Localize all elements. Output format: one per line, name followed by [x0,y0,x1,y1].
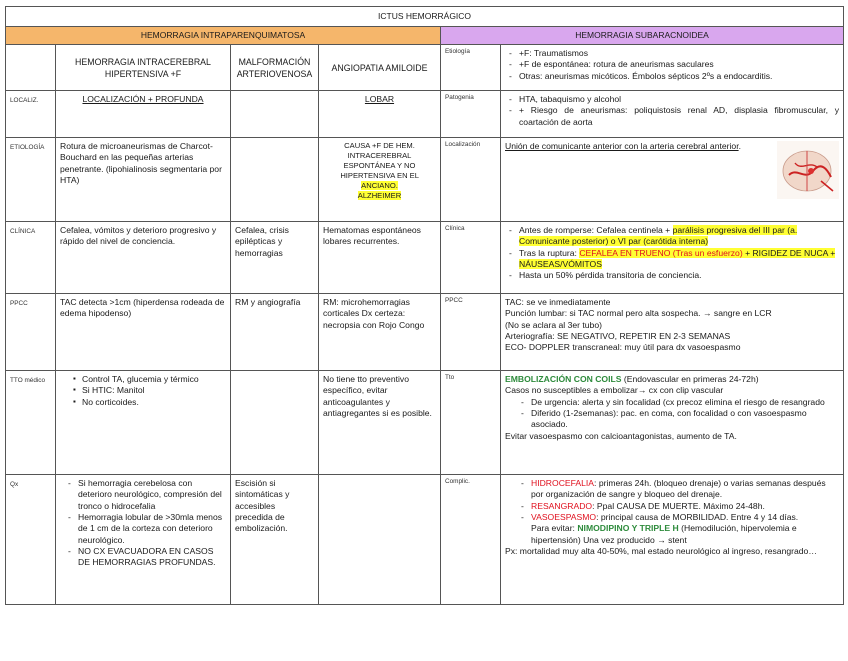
highlight-alzheimer: ALZHEIMER [357,191,402,201]
list-item: - Hemorragia lobular de >30mla menos de 1 cm de la corteza con deterioro neurológico. [78,512,226,546]
highlight-rigidez: + RIGIDEZ DE NUCA + NÁUSEAS/VÓMITOS [519,247,836,270]
localiz-hic-text: LOCALIZACIÓN + PROFUNDA [82,94,204,104]
list-item: ▪ Control TA, glucemia y térmico [82,374,226,385]
list-item [519,225,839,248]
ppcc-amiloide: RM: microhemorragias corticales Dx certeza: necropsia con Rojo Congo [319,294,441,371]
hsa-patogenia-label: Patogenia [441,91,501,138]
hsa-etiologia [501,45,844,91]
list-item [519,248,839,271]
hsa-clinica-label: Clínica [441,222,501,294]
hsa-complic [501,475,844,605]
hsa-localizacion-text: Unión de comunicante anterior con la arteria cerebral anterior [505,141,739,151]
localiz-label: LOCALIZ. [6,91,56,138]
list-item [531,478,839,501]
ppcc-mav: RM y angiografía [231,294,319,371]
tto-amiloide: No tiene tto preventivo específico, evitar anticoagulantes y antiagregantes si es posible. [319,371,441,475]
tto-line: Evitar vasoespasmo con calcioantagonistas, aumento de TA. [505,430,737,441]
list-item: ▪ No corticoides. [82,397,226,408]
qx-label: Qx [6,475,56,605]
clinica-label: CLÍNICA [6,222,56,294]
red-resangrado: RESANGRADO [531,500,593,511]
tto-line [505,374,839,385]
hsa-tto-label: Tto [441,371,501,475]
list-item: - Diferido (1-2semanas): pac. en coma, con focalidad o con vasoespasmo asociado. [531,408,839,431]
tto-mav [231,371,319,475]
localiz-mav [231,91,319,138]
hidrocefalia-text: : primeras 24h. (bloqueo drenaje) o varias semanas después por organización de sangre y bloqueo del drenaje. [531,478,826,500]
list-item: - + Riesgo de aneurismas: poliquistosis renal AD, displasia fibromuscular, y coartación de aorta [519,105,839,128]
page-title: ICTUS HEMORRÁGICO [6,7,844,27]
colhead-mav: MALFORMACIÓN ARTERIOVENOSA [231,45,319,91]
list-item: - +F: Traumatismos [519,48,839,59]
hsa-localizacion-label: Localización [441,138,501,222]
green-nimodipino: NIMODIPINO Y TRIPLE H [577,523,679,534]
hsa-ppcc [501,294,844,371]
tto-label: TTO médico [6,371,56,475]
list-item: ▪ Si HTIC: Manitol [82,385,226,396]
hsa-patogenia [501,91,844,138]
list-item [531,512,839,546]
hsa-etiologia-label: Etiología [441,45,501,91]
etiologia-hic: Rotura de microaneurismas de Charcot-Bouchard en las pequeñas arterias penetrante. (lipohialinosis segmentaria por HTA) [56,138,231,222]
qx-amiloide [319,475,441,605]
list-item: - De urgencia: alerta y sin focalidad (cx precoz elimina el riesgo de resangrado [531,397,839,408]
qx-hic [56,475,231,605]
ppcc-line: ECO- DOPPLER transcraneal: muy útil para dx vasoespasmo [505,342,741,353]
green-embolizacion: EMBOLIZACIÓN CON COILS [505,374,622,384]
highlight-paralisis: parálisis progresiva del III par (a. Comunicante posterior) o VI par (carótida interna) [519,225,798,247]
ppcc-label: PPCC [6,294,56,371]
clinica-amiloide: Hematomas espontáneos lobares recurrentes. [319,222,441,294]
list-item [531,501,839,512]
clinica-mav: Cefalea, crisis epilépticas y hemorragias [231,222,319,294]
list-item: - Otras: aneurismas micóticos. Émbolos sépticos 2ºs a endocarditis. [519,71,839,82]
tto-endovascular: (Endovascular en primeras 24-72h) [621,374,759,384]
clinica-a-text: Antes de romperse: Cefalea centinela + [519,225,673,235]
header-subaracnoidea: HEMORRAGIA SUBARACNOIDEA [441,27,844,45]
clinica-hic: Cefalea, vómitos y deterioro progresivo y rápido del nivel de conciencia. [56,222,231,294]
localiz-amiloide-text: LOBAR [364,94,395,104]
vasoespasmo-text: : principal causa de MORBILIDAD. Entre 4 y 14 días. [596,512,799,523]
colhead-amiloide: ANGIOPATIA AMILOIDE [319,45,441,91]
hsa-tto [501,371,844,475]
ppcc-line: Arteriografía: SE NEGATIVO, REPETIR EN 2-3 SEMANAS [505,331,731,342]
colhead-hic: HEMORRAGIA INTRACEREBRAL HIPERTENSIVA +F [56,45,231,91]
etiologia-mav [231,138,319,222]
ppcc-line: Punción lumbar: si TAC normal pero alta sospecha. → sangre en LCR [505,308,772,319]
etiologia-amiloide-text: CAUSA +F DE HEM. INTRACEREBRAL ESPONTÁNEA Y NO HIPERTENSIVA EN EL [340,141,419,181]
etiologia-label: ETIOLOGÍA [6,138,56,222]
tto-hic [56,371,231,475]
vasoespasmo-evitar: Para evitar: [531,523,578,534]
etiologia-amiloide [319,138,441,222]
highlight-cefalea-trueno: CEFALEA EN TRUENO (Tras un esfuerzo) [579,247,743,258]
list-item: - Hasta un 50% pérdida transitoria de conciencia. [519,270,839,281]
list-item: - Si hemorragia cerebelosa con deterioro neurológico, compresión del tronco o hidrocefalia [78,478,226,512]
resangrado-text: : Ppal CAUSA DE MUERTE. Máximo 24-48h. [592,500,765,511]
list-item: - +F de espontánea: rotura de aneurismas saculares [519,59,839,70]
clinica-b-text: Tras la ruptura: [519,247,580,258]
qx-mav: Escisión si sintomáticas y accesibles precedida de embolización. [231,475,319,605]
vasoespasmo-tail: (Hemodilución, hipervolemia e hipertensión) Una vez producido → stent [531,523,797,545]
tto-line: Casos no susceptibles a embolizar→ cx con clip vascular [505,385,724,396]
blank-corner [6,45,56,91]
red-vasoespasmo: VASOESPASMO [531,512,597,523]
ppcc-line: TAC: se ve inmediatamente [505,297,611,307]
highlight-anciano: ANCIANO. [361,181,398,191]
ppcc-line: (No se aclara al 3er tubo) [505,319,602,330]
hsa-complic-label: Complic. [441,475,501,605]
hsa-clinica [501,222,844,294]
px-line: Px: mortalidad muy alta 40-50%, mal estado neurológico al ingreso, resangrado… [505,546,817,557]
ppcc-hic: TAC detecta >1cm (hiperdensa rodeada de edema hipodenso) [56,294,231,371]
hsa-ppcc-label: PPCC [441,294,501,371]
list-item: - NO CX EVACUADORA EN CASOS DE HEMORRAGIAS PROFUNDAS. [78,546,226,569]
localiz-hic [56,91,231,138]
brain-arteries-illustration [777,141,839,199]
ictus-table [5,6,844,605]
header-intraparenquimatosa: HEMORRAGIA INTRAPARENQUIMATOSA [6,27,441,45]
red-hidrocefalia: HIDROCEFALIA [531,478,595,488]
hsa-localizacion [501,138,844,222]
list-item: - HTA, tabaquismo y alcohol [519,94,839,105]
hsa-localizacion-tail: . [738,141,741,151]
localiz-amiloide [319,91,441,138]
